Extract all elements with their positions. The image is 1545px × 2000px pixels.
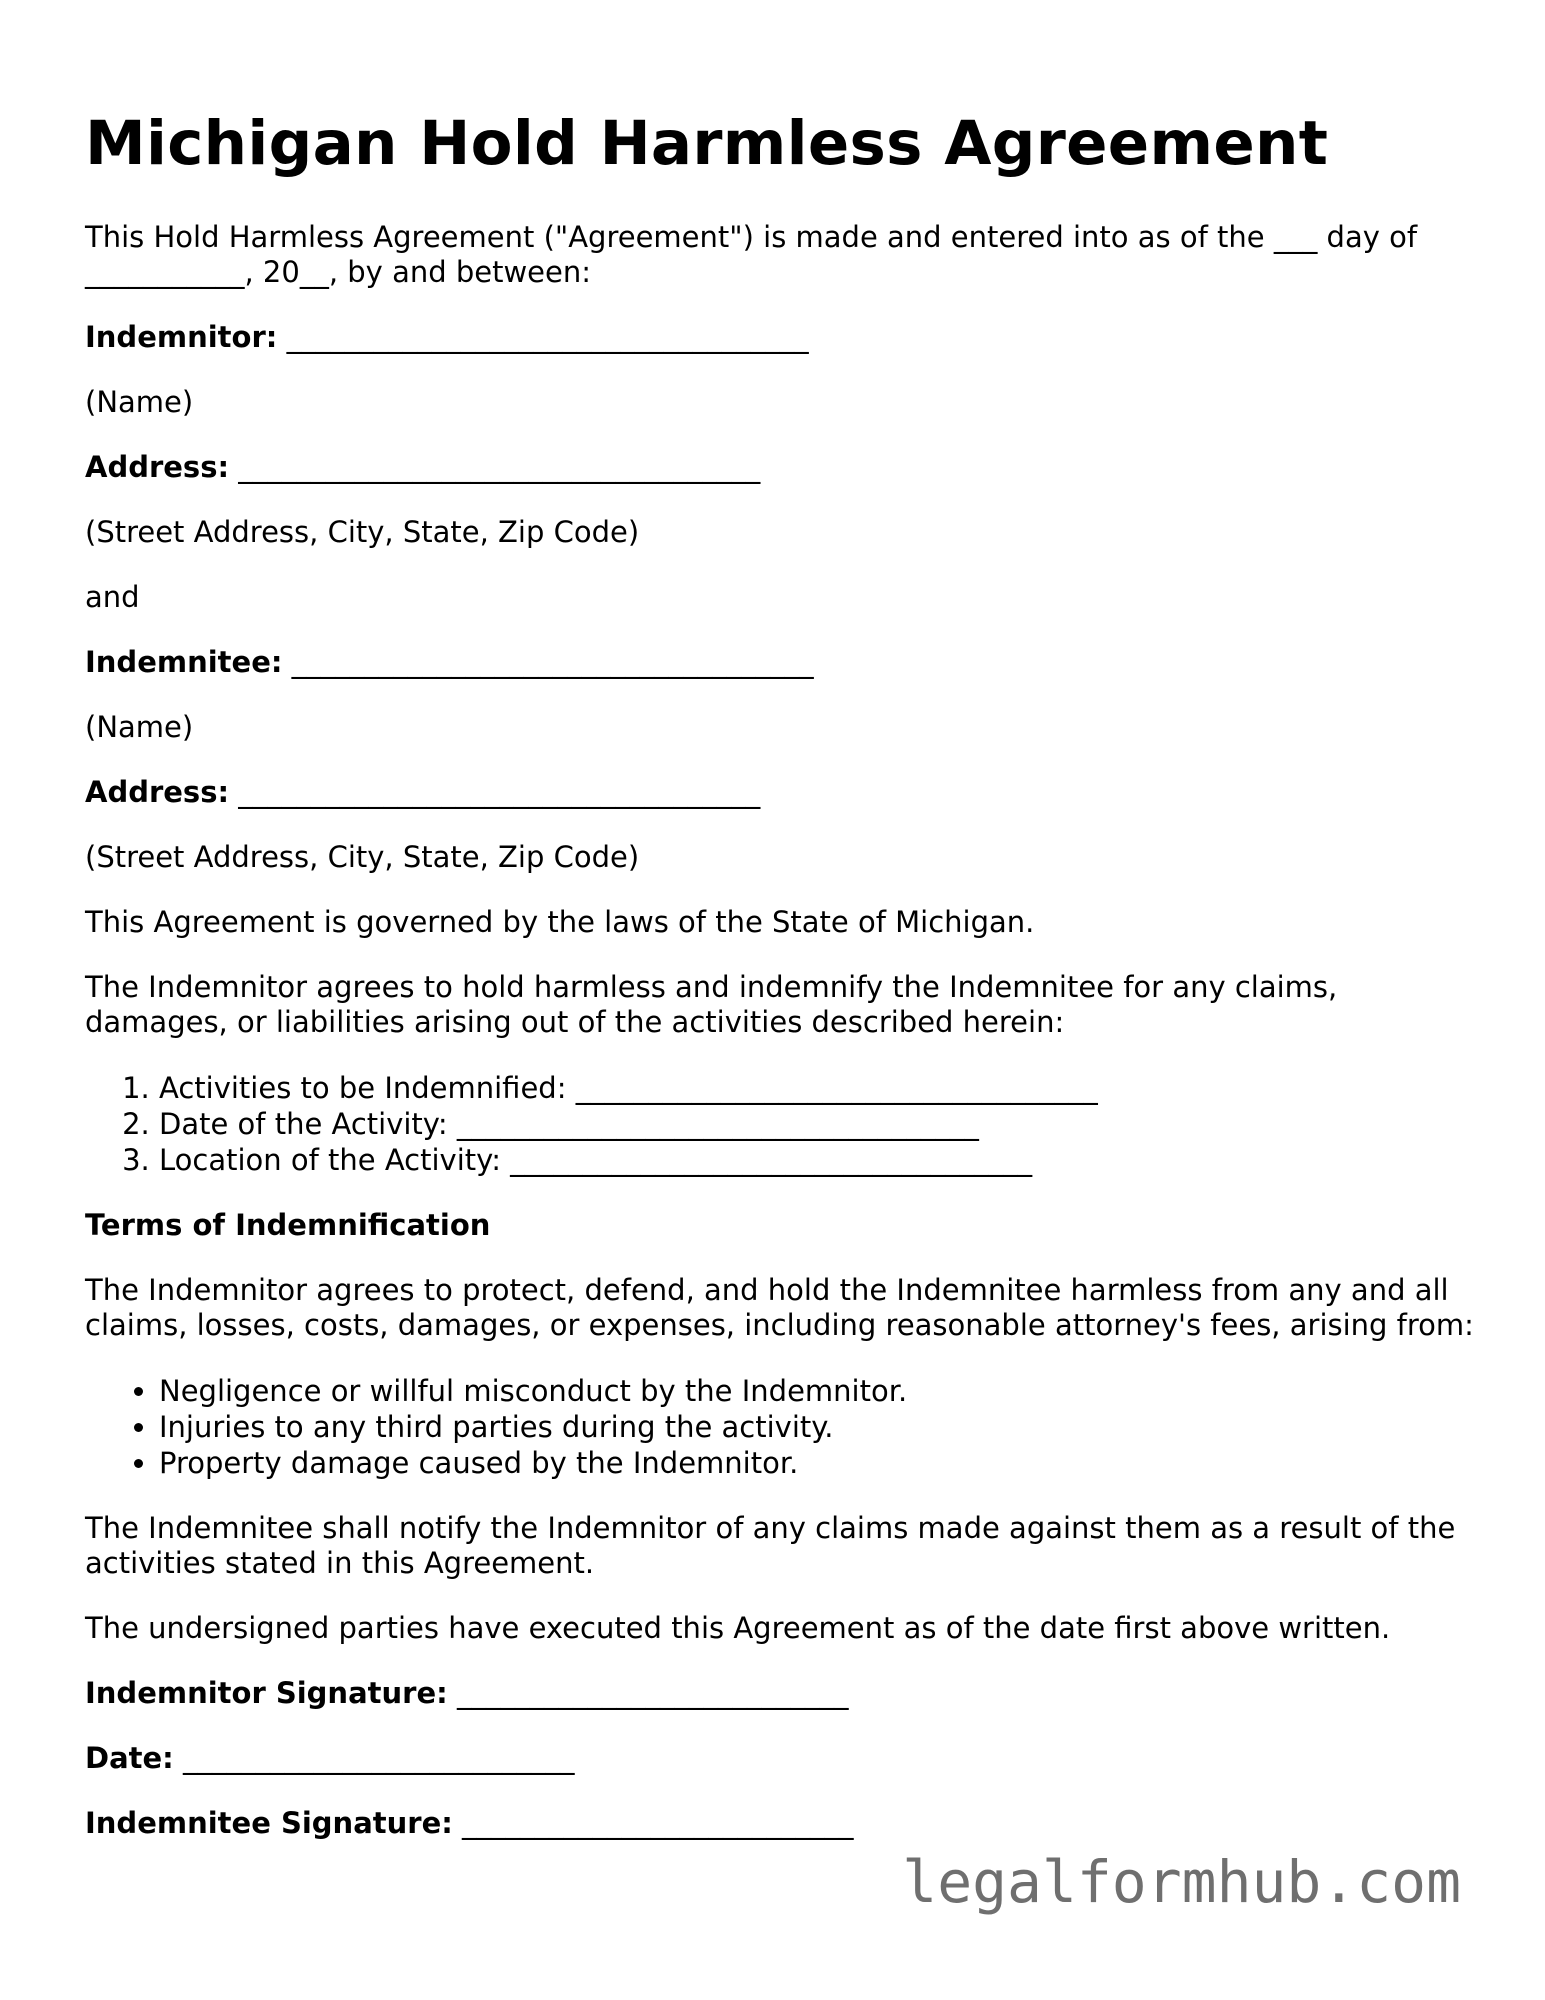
indemnitee-signature-line	[85, 1806, 1475, 1841]
indemnitee-address-line	[85, 775, 1475, 810]
executed-paragraph: The undersigned parties have executed this Agreement as of the date first above written.	[85, 1611, 1391, 1645]
activities-list	[85, 1070, 1475, 1178]
indemnitor-name-line	[85, 320, 1475, 355]
indemnitee-signature-blank: ___________________________	[452, 1806, 854, 1840]
intro-paragraph: This Hold Harmless Agreement ("Agreement") is made and entered into as of the ___ day of ___________, 20__, by and between:	[85, 220, 1418, 289]
indemnitor-signature-label: Indemnitor Signature:	[85, 1676, 448, 1710]
list-item: 2. Date of the Activity: ____________________________________	[159, 1106, 1475, 1142]
notify-paragraph: The Indemnitee shall notify the Indemnitor of any claims made against them as a result of the activities stated in this Agreement.	[85, 1511, 1456, 1580]
terms-heading: Terms of Indemnification	[85, 1208, 491, 1242]
indemnitee-name-blank: ____________________________________	[282, 645, 814, 679]
indemnitor-label: Indemnitor:	[85, 320, 278, 354]
governing-law-paragraph: This Agreement is governed by the laws of the State of Michigan.	[85, 905, 1035, 939]
indemnitor-name-blank: ____________________________________	[277, 320, 809, 354]
indemnitor-address-blank: ____________________________________	[229, 450, 761, 484]
watermark-text: legalformhub.com	[902, 1848, 1461, 1916]
indemnitor-address-hint: (Street Address, City, State, Zip Code)	[85, 515, 640, 549]
indemnitee-address-blank: ____________________________________	[229, 775, 761, 809]
document-title: Michigan Hold Harmless Agreement	[85, 108, 1329, 179]
terms-list	[85, 1373, 1475, 1481]
indemnitee-name-hint: (Name)	[85, 710, 194, 744]
list-item: • Negligence or willful misconduct by the Indemnitor.	[159, 1373, 1475, 1409]
indemnitee-name-line	[85, 645, 1475, 680]
document-page	[85, 100, 1475, 1871]
date-label: Date:	[85, 1741, 174, 1775]
list-item: • Property damage caused by the Indemnitor.	[159, 1445, 1475, 1481]
indemnitor-address-label: Address:	[85, 450, 230, 484]
date-line	[85, 1741, 1475, 1776]
indemnitee-address-label: Address:	[85, 775, 230, 809]
indemnitor-signature-line	[85, 1676, 1475, 1711]
indemnitee-signature-label: Indemnitee Signature:	[85, 1806, 453, 1840]
indemnitee-address-hint: (Street Address, City, State, Zip Code)	[85, 840, 640, 874]
terms-paragraph: The Indemnitor agrees to protect, defend, and hold the Indemnitee harmless from any and all claims, losses, costs, damages, or expenses, including reasonable attorney's fees, arising from:	[85, 1273, 1474, 1342]
date-blank: ___________________________	[173, 1741, 575, 1775]
indemnitor-signature-blank: ___________________________	[447, 1676, 849, 1710]
list-item: • Injuries to any third parties during the activity.	[159, 1409, 1475, 1445]
indemnitor-name-hint: (Name)	[85, 385, 194, 419]
list-item: 3. Location of the Activity: ____________________________________	[159, 1142, 1475, 1178]
agreement-paragraph: The Indemnitor agrees to hold harmless and indemnify the Indemnitee for any claims, damages, or liabilities arising out of the activities described herein:	[85, 970, 1338, 1039]
list-item: 1. Activities to be Indemnified: ____________________________________	[159, 1070, 1475, 1106]
indemnitee-label: Indemnitee:	[85, 645, 283, 679]
and-text: and	[85, 580, 140, 614]
indemnitor-address-line	[85, 450, 1475, 485]
